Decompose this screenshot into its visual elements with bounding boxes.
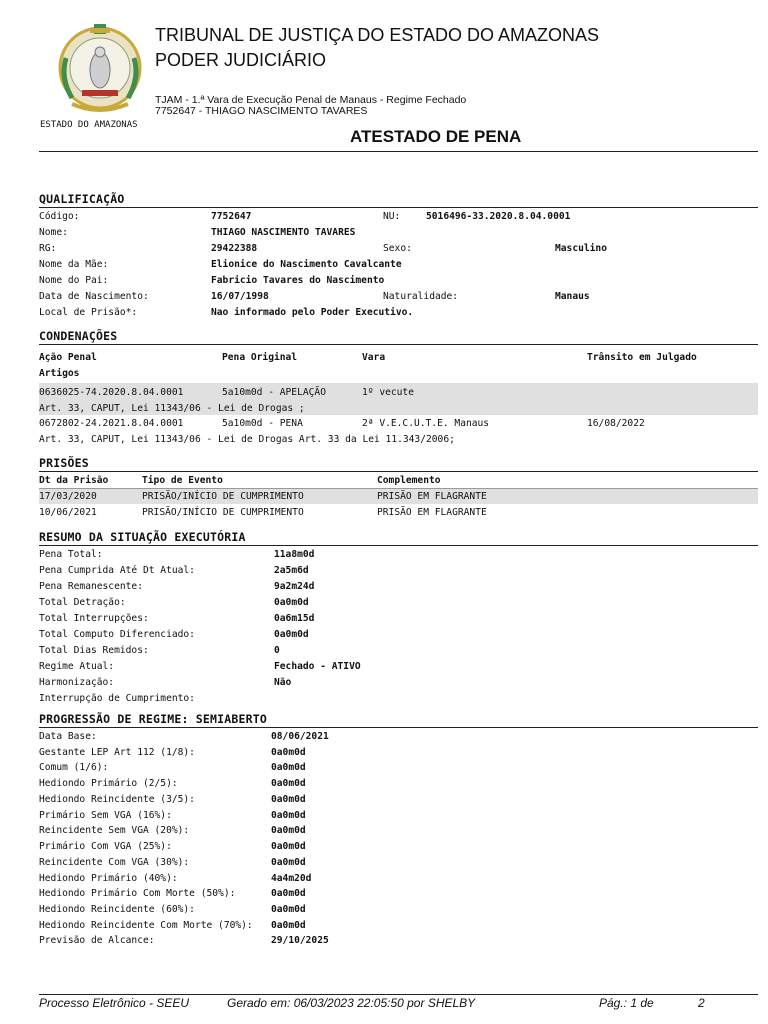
field-label: Data Base: [39, 731, 97, 742]
field-label: Hediondo Primário (2/5): [39, 778, 178, 789]
field-label: Reincidente Com VGA (30%): [39, 857, 190, 868]
field-label: NU: [383, 211, 401, 222]
field-label: Hediondo Primário Com Morte (50%): [39, 888, 236, 899]
field-value: 4a4m20d [271, 873, 312, 884]
case-line: 7752647 - THIAGO NASCIMENTO TAVARES [155, 105, 368, 117]
footer-page-total: 2 [698, 996, 705, 1010]
field-label: Previsão de Alcance: [39, 935, 155, 946]
field-label: Sexo: [383, 243, 412, 254]
field-label: Hediondo Reincidente (3/5): [39, 794, 195, 805]
column-header: Pena Original [222, 352, 298, 363]
transito-julgado: 16/08/2022 [587, 418, 645, 429]
section-divider [39, 471, 758, 472]
document-title: ATESTADO DE PENA [350, 127, 522, 146]
column-header: Vara [362, 352, 386, 363]
field-label: Naturalidade: [383, 291, 459, 302]
field-label: Código: [39, 211, 80, 222]
section-resumo-title: RESUMO DA SITUAÇÃO EXECUTÓRIA [39, 530, 246, 544]
pena-original: 5a10m0d - PENA [222, 418, 303, 429]
artigos: Art. 33, CAPUT, Lei 11343/06 - Lei de Drogas ; [39, 403, 305, 414]
field-label: Pena Remanescente: [39, 581, 143, 592]
complemento: PRISÃO EM FLAGRANTE [377, 491, 487, 502]
vara: 2ª V.E.C.U.T.E. Manaus [362, 418, 490, 429]
field-label: Hediondo Reincidente (60%): [39, 904, 195, 915]
field-value: 16/07/1998 [211, 291, 269, 302]
section-prisoes-title: PRISÕES [39, 456, 89, 470]
state-label: ESTADO DO AMAZONAS [40, 120, 138, 130]
org-subtitle: PODER JUDICIÁRIO [155, 50, 327, 70]
section-progressao-title: PROGRESSÃO DE REGIME: SEMIABERTO [39, 712, 267, 726]
tipo-evento: PRISÃO/INÍCIO DE CUMPRIMENTO [142, 507, 304, 518]
field-label: Nome da Mãe: [39, 259, 109, 270]
field-label: Nome do Pai: [39, 275, 109, 286]
field-label: Pena Cumprida Até Dt Atual: [39, 565, 195, 576]
column-header: Trânsito em Julgado [587, 352, 697, 363]
field-value: Elionice do Nascimento Cavalcante [211, 259, 402, 270]
state-coat-of-arms [52, 18, 148, 118]
column-header: Dt da Prisão [39, 475, 109, 486]
tipo-evento: PRISÃO/INÍCIO DE CUMPRIMENTO [142, 491, 304, 502]
field-value: 0a6m15d [274, 613, 315, 624]
field-value: 0a0m0d [271, 904, 306, 915]
field-label: Total Detração: [39, 597, 126, 608]
field-label: Primário Sem VGA (16%): [39, 810, 172, 821]
field-value: 0 [274, 645, 280, 656]
field-value: 2a5m6d [274, 565, 309, 576]
field-value: Nao informado pelo Poder Executivo. [211, 307, 414, 318]
field-value: THIAGO NASCIMENTO TAVARES [211, 227, 356, 238]
footer-system: Processo Eletrônico - SEEU [39, 996, 190, 1010]
column-header: Complemento [377, 475, 441, 486]
complemento: PRISÃO EM FLAGRANTE [377, 507, 487, 518]
pena-original: 5a10m0d - APELAÇÃO [222, 387, 326, 398]
field-value: 0a0m0d [271, 888, 306, 899]
field-value: 9a2m24d [274, 581, 315, 592]
vara: 1º vecute [362, 387, 414, 398]
field-label: Total Interrupções: [39, 613, 149, 624]
field-label: Total Computo Diferenciado: [39, 629, 195, 640]
field-label: Comum (1/6): [39, 762, 109, 773]
section-qualificacao-title: QUALIFICAÇÃO [39, 192, 125, 206]
field-label: Data de Nascimento: [39, 291, 149, 302]
field-label: RG: [39, 243, 57, 254]
field-value: Não [274, 677, 292, 688]
field-value: 0a0m0d [271, 794, 306, 805]
field-value: Fechado - ATIVO [274, 661, 361, 672]
footer-generated: Gerado em: 06/03/2023 22:05:50 por SHELBY [227, 996, 476, 1010]
field-value: 7752647 [211, 211, 252, 222]
field-value: Masculino [555, 243, 607, 254]
field-label: Gestante LEP Art 112 (1/8): [39, 747, 195, 758]
acao-penal: 0636025-74.2020.8.04.0001 [39, 387, 184, 398]
footer-divider [39, 994, 758, 995]
field-value: 0a0m0d [271, 841, 306, 852]
section-divider [39, 207, 758, 208]
field-value: 29/10/2025 [271, 935, 329, 946]
field-value: 0a0m0d [271, 762, 306, 773]
field-value: 0a0m0d [271, 825, 306, 836]
column-header: Ação Penal [39, 352, 97, 363]
field-label: Reincidente Sem VGA (20%): [39, 825, 190, 836]
field-value: 0a0m0d [271, 920, 306, 931]
field-value: 0a0m0d [271, 747, 306, 758]
field-label: Nome: [39, 227, 68, 238]
dt-prisao: 10/06/2021 [39, 507, 97, 518]
field-value: 0a0m0d [271, 778, 306, 789]
field-label: Primário Com VGA (25%): [39, 841, 172, 852]
field-value: 0a0m0d [271, 857, 306, 868]
field-label: Regime Atual: [39, 661, 115, 672]
field-label: Hediondo Reincidente Com Morte (70%): [39, 920, 253, 931]
field-value: Manaus [555, 291, 590, 302]
field-label: Pena Total: [39, 549, 103, 560]
field-value: 5016496-33.2020.8.04.0001 [426, 211, 571, 222]
artigos: Art. 33, CAPUT, Lei 11343/06 - Lei de Drogas Art. 33 da Lei 11.343/2006; [39, 434, 455, 445]
field-value: Fabricio Tavares do Nascimento [211, 275, 385, 286]
field-label: Total Dias Remidos: [39, 645, 149, 656]
dt-prisao: 17/03/2020 [39, 491, 97, 502]
field-label: Local de Prisão*: [39, 307, 138, 318]
header-divider [39, 151, 758, 152]
field-value: 0a0m0d [274, 629, 309, 640]
field-label: Interrupção de Cumprimento: [39, 693, 195, 704]
field-value: 11a8m0d [274, 549, 315, 560]
section-divider [39, 344, 758, 345]
column-header: Artigos [39, 368, 80, 379]
field-value: 0a0m0d [271, 810, 306, 821]
field-label: Hediondo Primário (40%): [39, 873, 178, 884]
section-divider [39, 545, 758, 546]
field-value: 29422388 [211, 243, 258, 254]
section-condenacoes-title: CONDENAÇÕES [39, 329, 118, 343]
footer-page-label: Pág.: 1 de [599, 996, 654, 1010]
acao-penal: 0672802-24.2021.8.04.0001 [39, 418, 184, 429]
org-title: TRIBUNAL DE JUSTIÇA DO ESTADO DO AMAZONAS [155, 25, 600, 45]
court-line: TJAM - 1.ª Vara de Execução Penal de Manaus - Regime Fechado [155, 94, 467, 106]
section-divider [39, 727, 758, 728]
field-label: Harmonização: [39, 677, 115, 688]
field-value: 0a0m0d [274, 597, 309, 608]
field-value: 08/06/2021 [271, 731, 329, 742]
column-header: Tipo de Evento [142, 475, 223, 486]
